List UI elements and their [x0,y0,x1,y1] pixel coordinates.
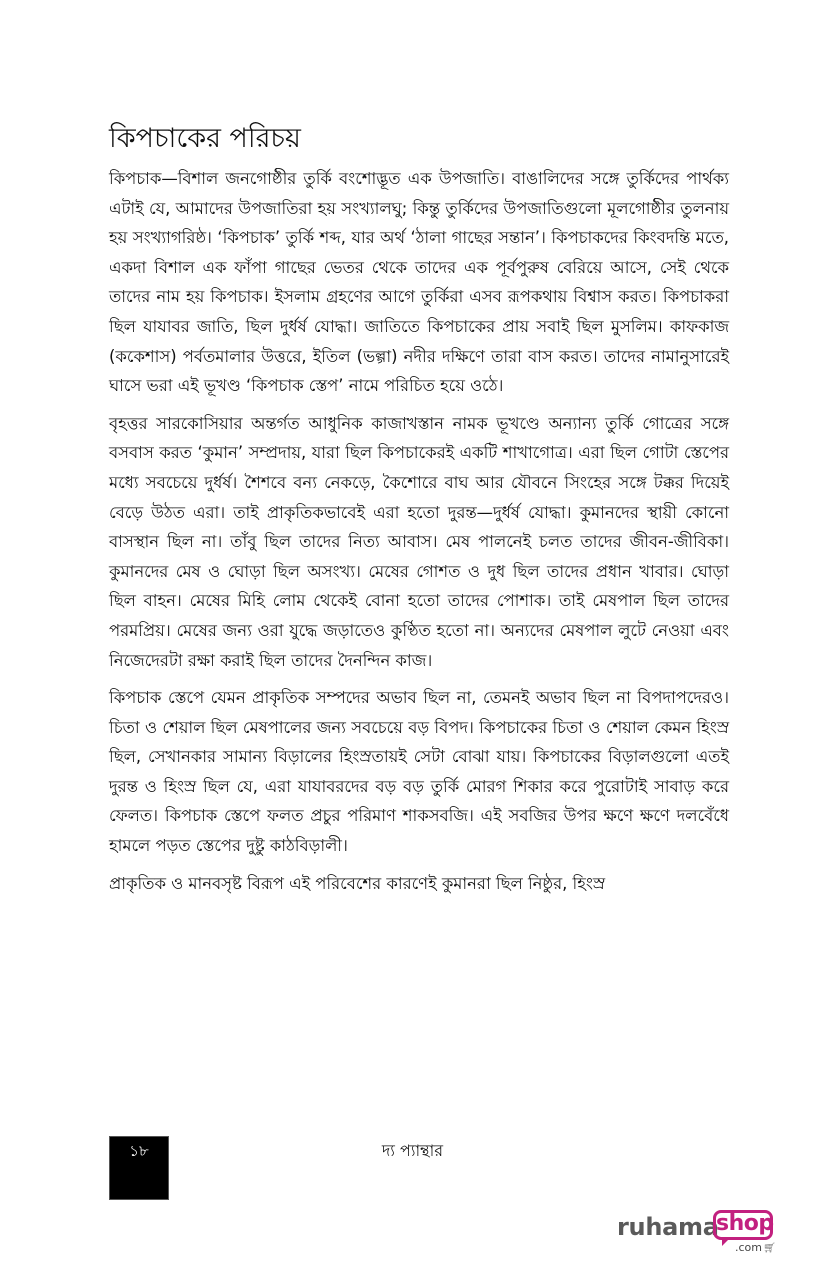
paragraph-2: বৃহত্তর সারকোসিয়ার অন্তর্গত আধুনিক কাজাখস্তান নামক ভূখণ্ডে অন্যান্য তুর্কি গোত্রের সঙ্গে বসবাস করত ‘কুমান’ সম্প্রদায়, যারা ছিল কিপচাকেরই একটি শাখাগোত্র। এরা ছিল গোটা স্তেপের মধ্যে সবচেয়ে দুর্ধর্ষ। শৈশবে বন্য নেকড়ে, কৈশোরে বাঘ আর যৌবনে সিংহের সঙ্গে টক্কর দিয়েই বেড়ে উঠত এরা। তাই প্রাকৃতিকভাবেই এরা হতো দুরন্ত—দুর্ধর্ষ যোদ্ধা। কুমানদের স্থায়ী কোনো বাসস্থান ছিল না। তাঁবু ছিল তাদের নিত্য আবাস। মেষ পালনেই চলত তাদের জীবন-জীবিকা। কুমানদের মেষ ও ঘোড়া ছিল অসংখ্য। মেষের গোশত ও দুধ ছিল তাদের প্রধান খাবার। ঘোড়া ছিল বাহন। মেষের মিহি লোম থেকেই বোনা হতো তাদের পোশাক। তাই মেষপাল ছিল তাদের পরমপ্রিয়। মেষের জন্য ওরা যুদ্ধে জড়াতেও কুণ্ঠিত হতো না। অন্যদের মেষপাল লুটে নেওয়া এবং নিজেদেরটা রক্ষা করাই ছিল তাদের দৈনন্দিন কাজ। [109,413,729,670]
chapter-title: কিপচাকের পরিচয় [109,123,301,154]
body-text [109,164,729,906]
logo-brand-left: ruhama [617,1213,719,1241]
paragraph-3: কিপচাক স্তেপে যেমন প্রাকৃতিক সম্পদের অভাব ছিল না, তেমনই অভাব ছিল না বিপদাপদেরও। চিতা ও শেয়াল ছিল মেষপালের জন্য সবচেয়ে বড় বিপদ। কিপচাকের চিতা ও শেয়াল কেমন হিংস্র ছিল, সেখানকার সামান্য বিড়ালের হিংস্রতায়ই সেটা বোঝা যায়। কিপচাকের বিড়ালগুলো এতই দুরন্ত ও হিংস্র ছিল যে, এরা যাযাবরদের বড় বড় তুর্কি মোরগ শিকার করে পুরোটাই সাবাড় করে ফেলত। কিপচাক স্তেপে ফলত প্রচুর পরিমাণ শাকসবজি। এই সবজির উপর ক্ষণে ক্ষণে দলবেঁধে হামলে পড়ত স্তেপের দুষ্টু কাঠবিড়ালী। [109,688,729,856]
page-number-box [109,1136,169,1200]
running-footer-book-title: দ্য প্যান্থার [381,1141,444,1160]
logo-brand-right: shop [716,1211,774,1236]
page-number: ১৮ [129,1142,149,1160]
logo-domain-suffix: .com [735,1241,762,1254]
logo-domain [735,1241,776,1254]
paragraph-4: প্রাকৃতিক ও মানবসৃষ্ট বিরূপ এই পরিবেশের কারণেই কুমানরা ছিল নিষ্ঠুর, হিংস্র [109,873,606,893]
paragraph-1: কিপচাক—বিশাল জনগোষ্ঠীর তুর্কি বংশোদ্ভূত এক উপজাতি। বাঙালিদের সঙ্গে তুর্কিদের পার্থক্য এটাই যে, আমাদের উপজাতিরা হয় সংখ্যালঘু; কিন্তু তুর্কিদের উপজাতিগুলো মূলগোষ্ঠীর তুলনায় হয় সংখ্যাগরিষ্ঠ। ‘কিপচাক’ তুর্কি শব্দ, যার অর্থ ‘ঠালা গাছের সন্তান’। কিপচাকদের কিংবদন্তি মতে, একদা বিশাল এক ফাঁপা গাছের ভেতর থেকে তাদের এক পূর্বপুরুষ বেরিয়ে আসে, সেই থেকে তাদের নাম হয় কিপচাক। ইসলাম গ্রহণের আগে তুর্কিরা এসব রূপকথায় বিশ্বাস করত। কিপচাকরা ছিল যাযাবর জাতি, ছিল দুর্ধর্ষ যোদ্ধা। জাতিতে কিপচাকের প্রায় সবাই ছিল মুসলিম। কাফকাজ (ককেশাস) পর্বতমালার উত্তরে, ইতিল (ভল্গা) নদীর দক্ষিণে তারা বাস করত। তাদের নামানুসারেই ঘাসে ভরা এই ভূখণ্ড ‘কিপচাক স্তেপ’ নামে পরিচিত হয়ে ওঠে। [109,169,729,396]
ruhamashop-watermark-logo [617,1210,782,1260]
cart-icon: 🛒︎ [763,1243,776,1254]
speech-bubble-icon [713,1210,773,1240]
